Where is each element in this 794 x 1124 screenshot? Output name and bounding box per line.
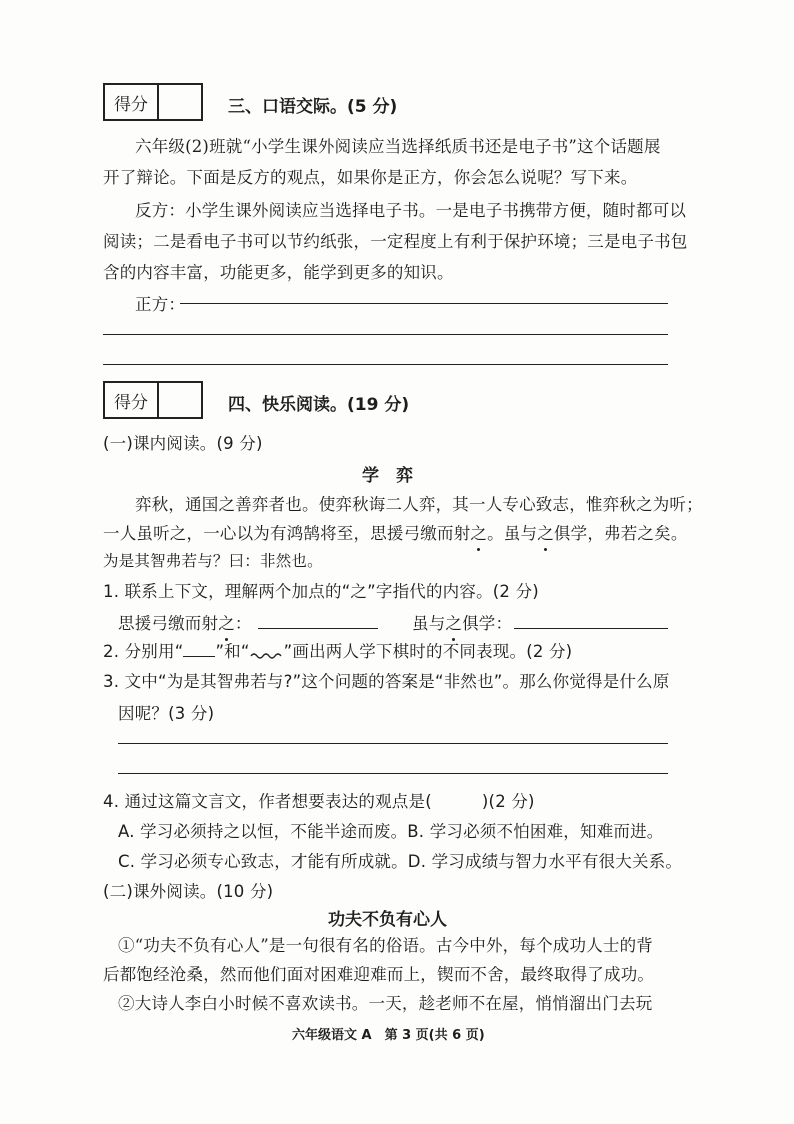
score-label: 得分 xyxy=(105,85,159,119)
question-4: 4. 通过这篇文言文，作者想要表达的观点是( )(2 分) xyxy=(103,792,535,811)
q3-answer-line-1[interactable] xyxy=(118,743,668,744)
article-p1-line2: 后都饱经沧桑，然而他们面对困难迎难而上，锲而不舍，最终取得了成功。 xyxy=(103,965,655,984)
question-2 xyxy=(103,638,572,662)
wavy-underline-mark xyxy=(250,645,284,659)
section3-para2-line3: 含的内容丰富，功能更多，能学到更多的知识。 xyxy=(103,263,454,282)
article-p2-line1: ②大诗人李白小时候不喜欢读书。一天，趁老师不在屋，悄悄溜出门去玩 xyxy=(118,994,653,1013)
passage-line2-b: 。虽与 xyxy=(487,524,538,543)
q4-options-cd: C. 学习必须专心致志，才能有所成就。D. 学习成绩与智力水平有很大关系。 xyxy=(118,852,683,871)
question-3-line2: 因呢？(3 分) xyxy=(118,704,215,723)
q1-a-colon: ： xyxy=(234,614,252,633)
q1-b-text: 虽与 xyxy=(412,614,446,633)
q4-options-ab: A. 学习必须持之以恒，不能半途而废。B. 学习必须不怕困难，知难而进。 xyxy=(118,822,664,841)
part1-label: (一)课内阅读。(9 分) xyxy=(103,434,263,453)
score-box-section4 xyxy=(103,381,203,419)
q1-b-answer-line[interactable] xyxy=(514,628,668,629)
dotted-zhi-q1a: 之 xyxy=(218,610,235,634)
passage-line2 xyxy=(103,520,688,544)
section3-para2-line2: 阅读；二是看电子书可以节约纸张，一定程度上有利于保护环境；三是电子书包 xyxy=(103,232,688,251)
score-label: 得分 xyxy=(105,383,159,417)
page-footer: 六年级语文 A 第 3 页(共 6 页) xyxy=(292,1028,485,1043)
passage-title: 学 弈 xyxy=(362,466,413,486)
passage-line2-c: 俱学，弗若之矣。 xyxy=(553,524,688,543)
section4-heading: 四、快乐阅读。(19 分) xyxy=(228,395,410,415)
section3-para1-line1: 六年级(2)班就“小学生课外阅读应当选择纸质书还是电子书”这个话题展 xyxy=(135,137,661,156)
dotted-zhi-1: 之 xyxy=(470,520,487,544)
q1-b-text-post: 俱学： xyxy=(462,614,513,633)
question-3-line1: 3. 文中“为是其智弗若与?”这个问题的答案是“非然也”。那么你觉得是什么原 xyxy=(103,672,670,691)
question-1-a xyxy=(118,610,252,634)
dotted-zhi-q1b: 之 xyxy=(445,610,462,634)
part2-label: (二)课外阅读。(10 分) xyxy=(103,882,274,901)
score-blank[interactable] xyxy=(159,85,201,119)
section3-para1-line2: 开了辩论。下面是反方的观点，如果你是正方，你会怎么说呢？写下来。 xyxy=(103,168,638,187)
q1-a-text: 思援弓缴而射 xyxy=(118,614,219,633)
question-1-b xyxy=(412,610,512,634)
answer-label: 正方： xyxy=(135,295,186,314)
q3-answer-line-2[interactable] xyxy=(118,773,668,774)
article-title: 功夫不负有心人 xyxy=(328,910,447,930)
score-blank[interactable] xyxy=(159,383,201,417)
q2-text-c: ”画出两人学下棋时的不同表现。(2 分) xyxy=(283,642,573,661)
answer-line-2[interactable] xyxy=(103,334,668,335)
score-box-section3 xyxy=(103,83,203,121)
q2-text-b: ”和“ xyxy=(215,642,250,661)
section3-para2-line1: 反方：小学生课外阅读应当选择电子书。一是电子书携带方便，随时都可以 xyxy=(135,201,687,220)
answer-line-1[interactable] xyxy=(180,303,668,304)
straight-underline-mark xyxy=(183,644,215,657)
answer-line-3[interactable] xyxy=(103,364,668,365)
passage-line1: 弈秋，通国之善弈者也。使弈秋诲二人弈，其一人专心致志，惟弈秋之为听； xyxy=(135,495,703,514)
q1-a-answer-line[interactable] xyxy=(258,628,378,629)
question-1: 1. 联系上下文，理解两个加点的“之”字指代的内容。(2 分) xyxy=(103,582,539,601)
passage-line2-a: 一人虽听之，一心以为有鸿鹄将至，思援弓缴而射 xyxy=(103,524,471,543)
dotted-zhi-2: 之 xyxy=(537,520,554,544)
article-p1-line1: ①“功夫不负有心人”是一句很有名的俗语。古今中外，每个成功人士的背 xyxy=(118,936,653,955)
q2-text-a: 2. 分别用“ xyxy=(103,642,184,661)
section3-heading: 三、口语交际。(5 分) xyxy=(228,97,398,117)
passage-line3: 为是其智弗若与？曰：非然也。 xyxy=(103,552,323,570)
